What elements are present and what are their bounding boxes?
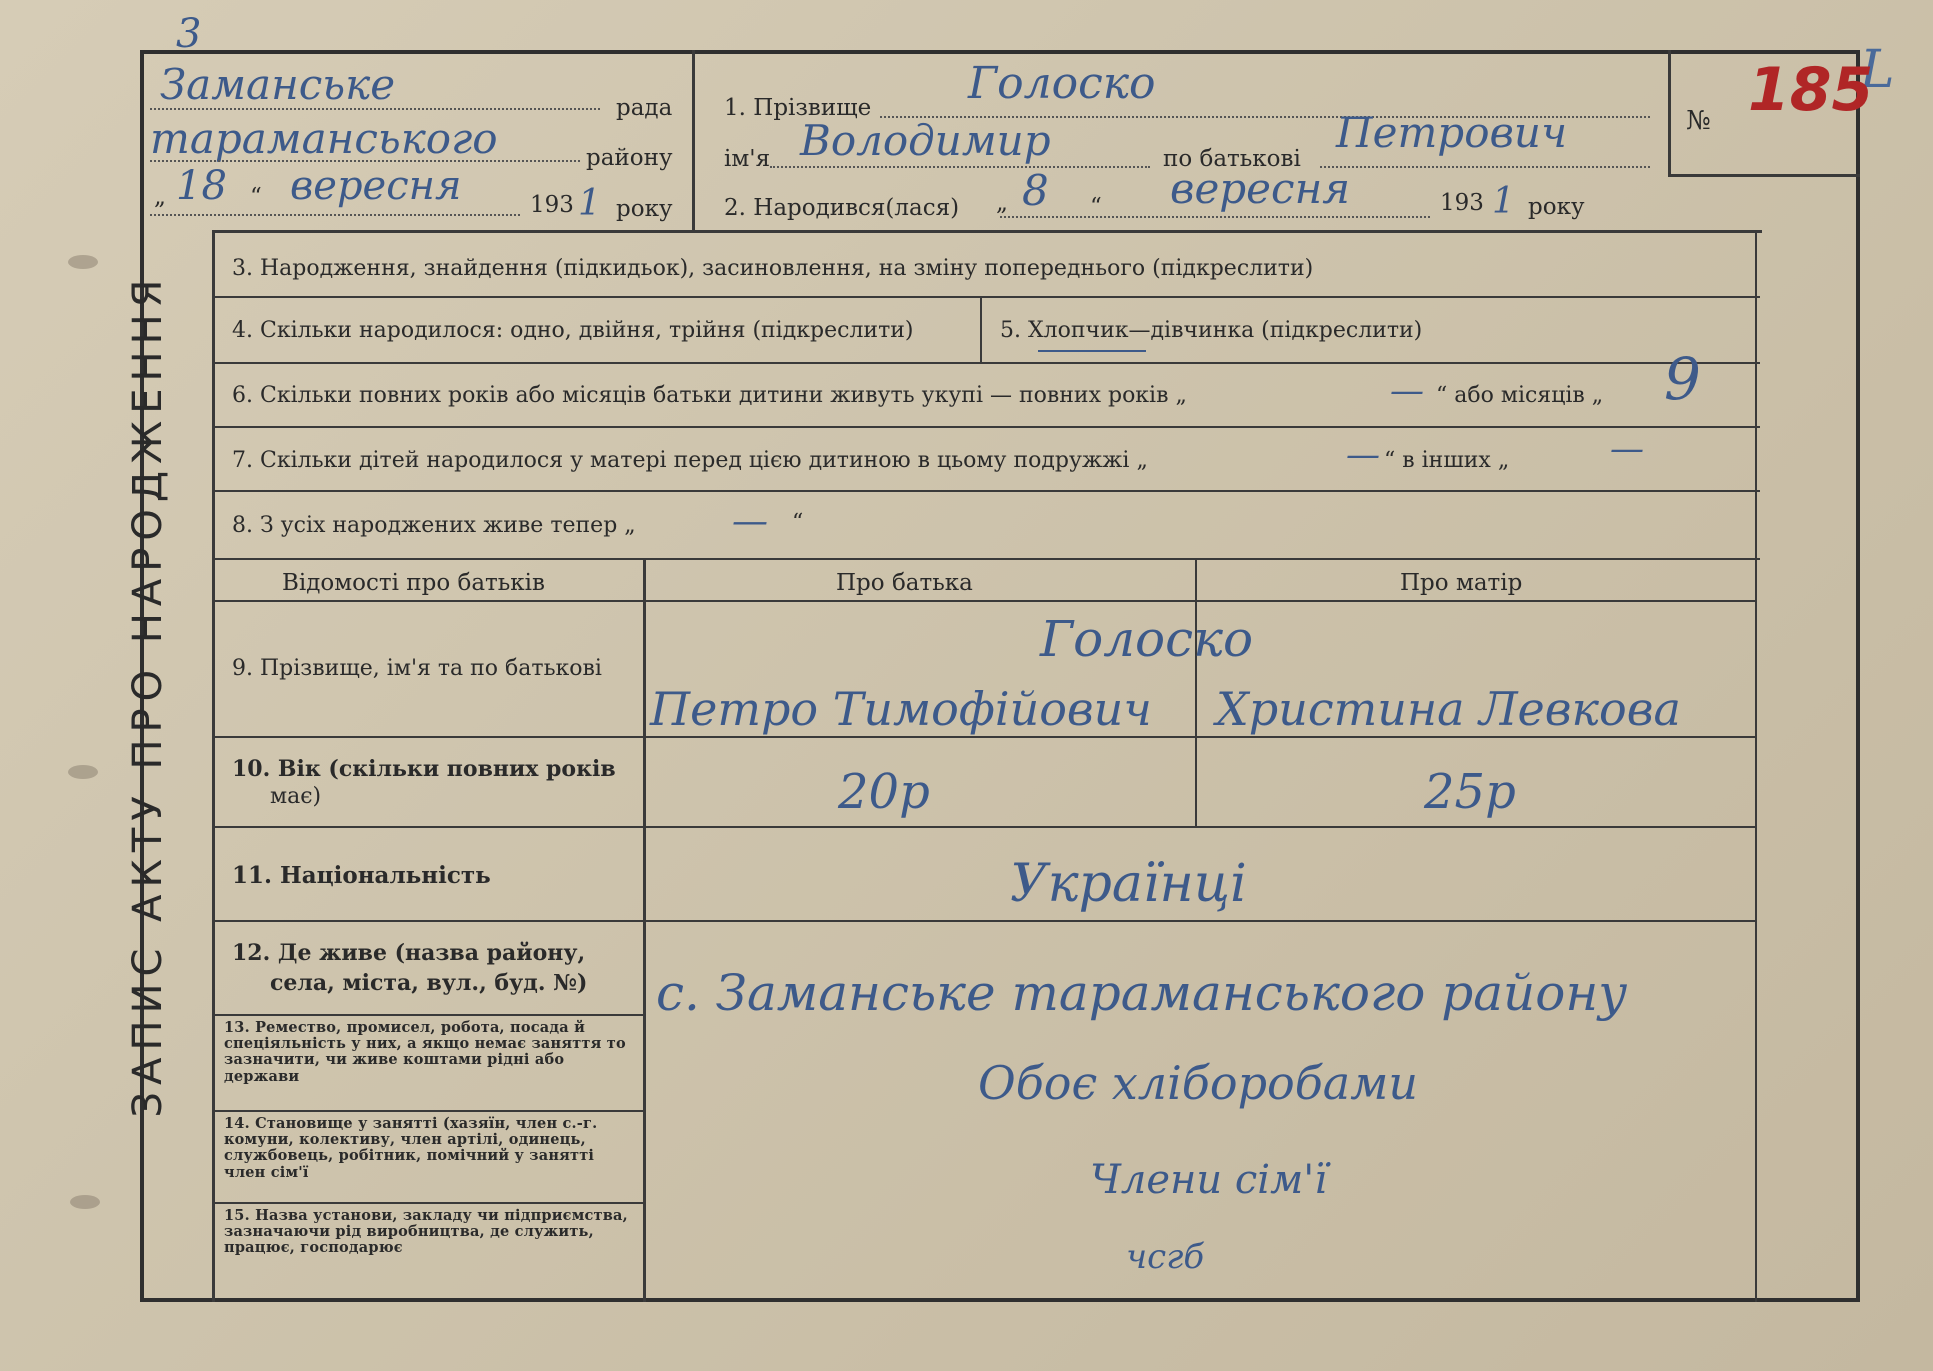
row-11-value: Українці bbox=[1010, 854, 1247, 914]
row-9-mother: Христина Левкова bbox=[1216, 682, 1681, 736]
row-7-label: 7. Скільки дітей народилося у матері перед цією дитиною в цьому подружжі „ bbox=[232, 448, 1148, 473]
surname-label: 1. Прізвище bbox=[724, 95, 872, 121]
district-name: тараманського bbox=[150, 114, 498, 163]
row-6-years: — bbox=[1390, 371, 1424, 411]
row-14-label: 14. Становище у занятті (хазяїн, член с.-г. комуни, колективу, член артілі, одинець, службовець, робітник, помічний у занятті член сім'ї bbox=[224, 1115, 598, 1181]
row-14-value: Члени сім'ї bbox=[1090, 1157, 1328, 1203]
name-label: ім'я bbox=[724, 146, 771, 172]
side-column-border bbox=[212, 232, 215, 1302]
row-10-bottom bbox=[215, 826, 1755, 828]
row-9-shared: Голоско bbox=[1040, 610, 1254, 668]
table-header-bottom bbox=[215, 600, 1755, 602]
born-month: вересня bbox=[1170, 164, 1351, 213]
top-right-check: L bbox=[1860, 40, 1895, 100]
row-9-father: Петро Тимофійович bbox=[650, 682, 1152, 736]
punch-hole-1 bbox=[68, 255, 98, 269]
row-8-value: — bbox=[732, 501, 768, 542]
punch-hole-3 bbox=[70, 1195, 100, 1209]
row-14-bottom bbox=[215, 1202, 643, 1204]
row-4-text: 4. Скільки народилося: одно, двійня, трійня (підкреслити) bbox=[232, 318, 914, 343]
born-dots bbox=[1000, 216, 1430, 218]
side-title: ЗАПИС АКТУ ПРО НАРОДЖЕННЯ bbox=[125, 272, 171, 1118]
date-year-printed: 193 bbox=[530, 192, 574, 218]
row-10-mother: 25р bbox=[1424, 764, 1516, 820]
patronymic-label: по батькові bbox=[1163, 146, 1301, 172]
header-divider-1 bbox=[692, 50, 695, 230]
date-month: вересня bbox=[290, 163, 462, 209]
row-8-bottom bbox=[215, 558, 1760, 560]
date-day: 18 bbox=[176, 163, 227, 209]
row-13-bottom bbox=[215, 1110, 643, 1112]
number-value: 185 bbox=[1748, 55, 1874, 125]
row-5-text: 5. Хлопчик—дівчинка (підкреслити) bbox=[1000, 318, 1423, 343]
header-divider-2 bbox=[1668, 50, 1671, 176]
patronymic-dots bbox=[1320, 166, 1650, 168]
council-label: рада bbox=[616, 95, 673, 121]
born-open-quote: „ bbox=[996, 190, 1008, 216]
row-7-other-label: “ в інших „ bbox=[1384, 448, 1510, 473]
row-15-value: чсгб bbox=[1126, 1237, 1205, 1277]
number-label: № bbox=[1686, 106, 1711, 136]
table-header-label: Відомості про батьків bbox=[282, 570, 545, 596]
row-13-label: 13. Ремество, промисел, робота, посада й спеціяльність у них, а якщо немає заняття то зазначити, чи живе коштами рідні або держави bbox=[224, 1019, 626, 1085]
row-12-label-b: села, міста, вул., буд. №) bbox=[270, 970, 588, 996]
row-8-label: 8. З усіх народжених живе тепер „ bbox=[232, 513, 636, 538]
date-open-quote: „ bbox=[154, 184, 166, 210]
table-header-mother: Про матір bbox=[1400, 570, 1523, 596]
row-12-label-a: 12. Де живе (назва району, bbox=[232, 940, 586, 966]
row-7-other: — bbox=[1610, 429, 1644, 469]
top-left-number: 3 bbox=[176, 11, 202, 57]
date-close-quote: “ bbox=[250, 184, 262, 210]
table-header-father: Про батька bbox=[836, 570, 973, 596]
district-dots bbox=[150, 160, 580, 162]
row-11-bottom bbox=[215, 920, 1755, 922]
born-day: 8 bbox=[1022, 166, 1049, 215]
row-10-label-b: має) bbox=[270, 784, 322, 809]
row-6-months-label: “ або місяців „ bbox=[1436, 383, 1604, 408]
header-bottom bbox=[1668, 174, 1860, 177]
row-9-label: 9. Прізвище, ім'я та по батькові bbox=[232, 656, 602, 681]
date-year-hand: 1 bbox=[578, 183, 601, 224]
row-10-father: 20р bbox=[838, 764, 930, 820]
name-dots bbox=[770, 166, 1150, 168]
boy-underline bbox=[1038, 350, 1146, 352]
row-6-label: 6. Скільки повних років або місяців батьки дитини живуть укупі — повних років „ bbox=[232, 383, 1187, 408]
date-year-label: року bbox=[616, 196, 673, 222]
row-11-label: 11. Національність bbox=[232, 862, 491, 889]
council-dots bbox=[150, 108, 600, 110]
row-15-label: 15. Назва установи, закладу чи підприємства, зазначаючи рід виробництва, де служить, працює, господарює bbox=[224, 1207, 628, 1257]
born-year-hand: 1 bbox=[1492, 181, 1515, 222]
row-7-value: — bbox=[1346, 435, 1380, 475]
table-col-2 bbox=[1195, 558, 1197, 828]
row-4-divider bbox=[980, 298, 982, 364]
table-col-1 bbox=[643, 558, 646, 1302]
born-year-label: року bbox=[1528, 194, 1585, 220]
row-8-close: “ bbox=[792, 510, 804, 535]
row-12-value: с. Заманське тараманського району bbox=[656, 964, 1628, 1022]
row-12-bottom bbox=[215, 1014, 643, 1016]
row-9-bottom bbox=[215, 736, 1755, 738]
born-year-printed: 193 bbox=[1440, 190, 1484, 216]
row-6-bottom bbox=[215, 426, 1760, 428]
name-value: Володимир bbox=[800, 116, 1051, 165]
row-10-label-a: 10. Вік (скільки повних років bbox=[232, 756, 616, 782]
row-13-value: Обоє хліборобами bbox=[978, 1056, 1418, 1110]
district-label: району bbox=[586, 145, 673, 171]
patronymic-value: Петрович bbox=[1336, 108, 1568, 157]
date-dots bbox=[150, 214, 520, 216]
header-bottom-full bbox=[212, 230, 1762, 233]
row-3-text: 3. Народження, знайдення (підкидьок), засиновлення, на зміну попереднього (підкреслити) bbox=[232, 256, 1314, 281]
row-4-bottom bbox=[215, 362, 1760, 364]
row-3-bottom bbox=[215, 296, 1760, 298]
born-label: 2. Народився(лася) bbox=[724, 195, 960, 221]
row-6-months: 9 bbox=[1664, 345, 1701, 413]
row-7-bottom bbox=[215, 490, 1760, 492]
surname-value: Голоско bbox=[968, 58, 1156, 109]
council-name: Заманське bbox=[160, 60, 396, 109]
born-close-quote: “ bbox=[1090, 194, 1102, 220]
punch-hole-2 bbox=[68, 765, 98, 779]
table-col-3 bbox=[1755, 232, 1757, 1302]
